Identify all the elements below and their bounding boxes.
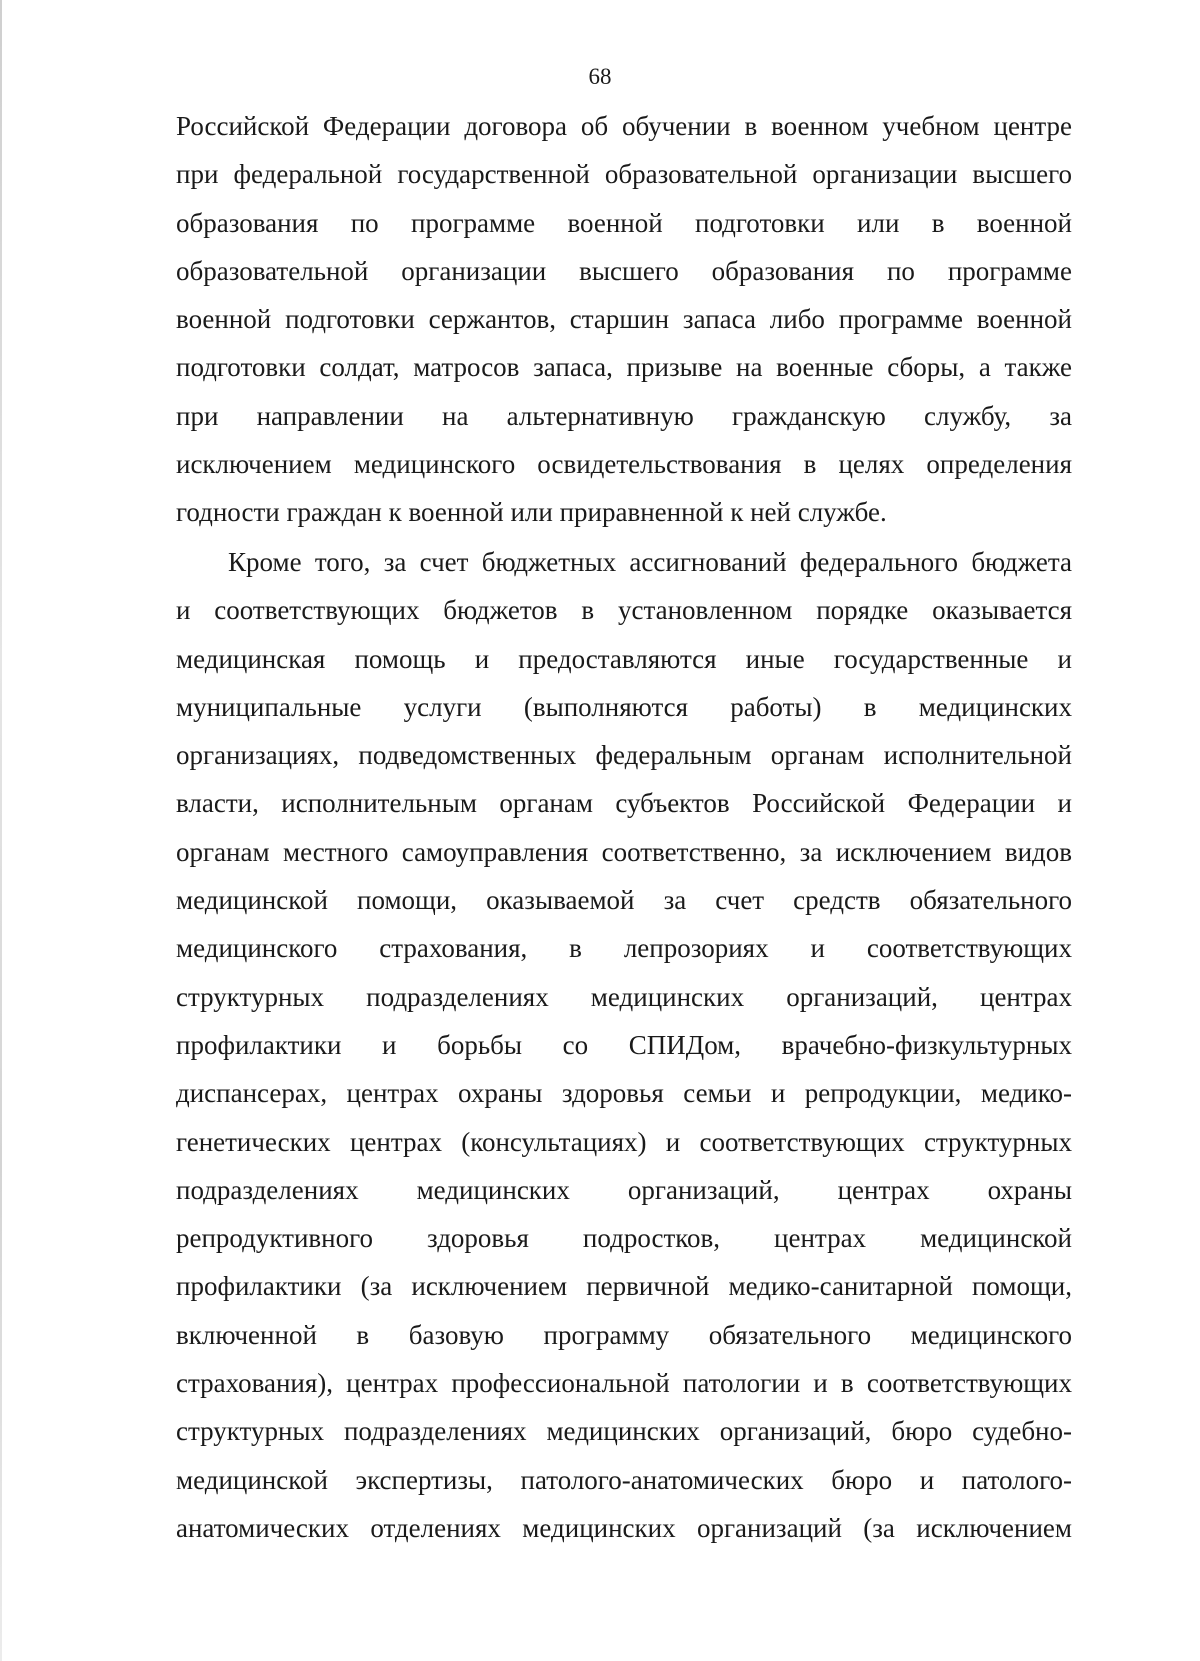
- text-line: медицинской помощи, оказываемой за счет средств обязательного: [176, 885, 1072, 916]
- text-line: медицинского страхования, в лепрозориях и соответствующих: [176, 933, 1072, 964]
- text-line: годности граждан к военной или приравненной к ней службе.: [176, 497, 887, 528]
- page-number: 68: [588, 64, 612, 89]
- text-line: подразделениях медицинских организаций, центрах охраны: [176, 1174, 1072, 1205]
- text-line: подготовки солдат, матросов запаса, призыве на военные сборы, а также: [176, 352, 1072, 383]
- text-line: включенной в базовую программу обязательного медицинского: [176, 1319, 1072, 1350]
- text-line: страхования), центрах профессиональной патологии и в соответствующих: [176, 1368, 1072, 1399]
- text-line: структурных подразделениях медицинских организаций, центрах: [176, 981, 1072, 1012]
- text-line: образования по программе военной подготовки или в военной: [176, 207, 1072, 238]
- text-line: профилактики и борьбы со СПИДом, врачебно-физкультурных: [176, 1029, 1072, 1060]
- paragraph-1: [176, 102, 1072, 537]
- text-line: власти, исполнительным органам субъектов Российской Федерации и: [176, 788, 1072, 819]
- scan-edge: [0, 0, 2, 1661]
- text-line: военной подготовки сержантов, старшин запаса либо программе военной: [176, 304, 1072, 335]
- text-line: и соответствующих бюджетов в установленном порядке оказывается: [176, 595, 1072, 626]
- text-line: исключением медицинского освидетельствования в целях определения: [176, 449, 1072, 480]
- text-line: Кроме того, за счет бюджетных ассигнований федерального бюджета: [228, 547, 1072, 577]
- text-line: медицинской экспертизы, патолого-анатомических бюро и патолого-: [176, 1464, 1072, 1495]
- text-line: анатомических отделениях медицинских организаций (за исключением: [176, 1512, 1072, 1543]
- text-line: образовательной организации высшего образования по программе: [176, 255, 1072, 286]
- text-line: медицинская помощь и предоставляются иные государственные и: [176, 643, 1072, 674]
- paragraph-2: [176, 538, 1072, 1552]
- text-line: органам местного самоуправления соответственно, за исключением видов: [176, 836, 1072, 867]
- text-line: при направлении на альтернативную гражданскую службу, за: [176, 400, 1072, 431]
- text-line: организациях, подведомственных федеральным органам исполнительной: [176, 740, 1072, 771]
- text-line: при федеральной государственной образовательной организации высшего: [176, 159, 1072, 190]
- text-line: Российской Федерации договора об обучении в военном учебном центре: [176, 111, 1072, 141]
- text-line: диспансерах, центрах охраны здоровья семьи и репродукции, медико-: [176, 1078, 1072, 1109]
- text-line: структурных подразделениях медицинских организаций, бюро судебно-: [176, 1416, 1072, 1447]
- text-line: репродуктивного здоровья подростков, центрах медицинской: [176, 1223, 1072, 1254]
- text-line: генетических центрах (консультациях) и соответствующих структурных: [176, 1126, 1072, 1157]
- text-line: муниципальные услуги (выполняются работы) в медицинских: [176, 691, 1072, 722]
- text-line: профилактики (за исключением первичной медико-санитарной помощи,: [176, 1271, 1072, 1302]
